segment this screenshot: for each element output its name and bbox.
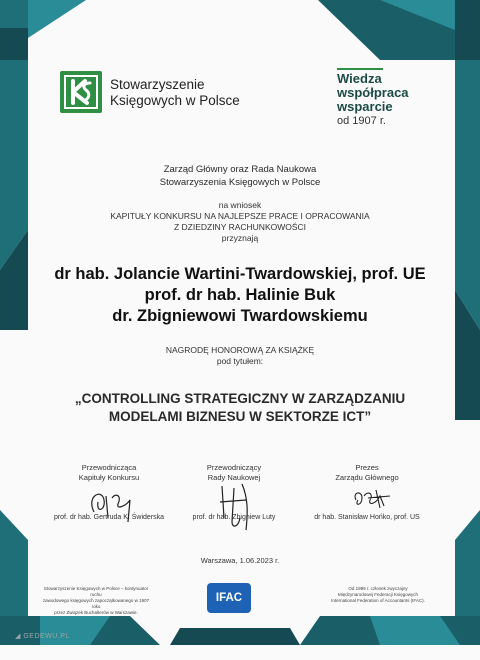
signatory-3-role: [292, 463, 442, 482]
gedewu-watermark: [15, 632, 70, 640]
footer-right-line2: Międzynarodowej Federacji Księgowych: [337, 592, 419, 597]
request-line1: KAPITUŁY KONKURSU NA NAJLEPSZE PRACE I OPRACOWANIA: [110, 211, 370, 221]
award-label: [0, 345, 480, 367]
gedewu-text: GEDEWU.PL: [23, 633, 70, 640]
footer-right-line3: International Federation of Accountants (IFAC).: [331, 598, 425, 603]
signature-2-drawing: [212, 478, 258, 534]
footer-membership-note: [318, 586, 438, 604]
org-name-line2: Księgowych w Polsce: [110, 93, 240, 108]
issue-date: Warszawa, 1.06.2023 r.: [200, 556, 280, 565]
granted-text: przyznają: [221, 233, 259, 243]
book-title: [0, 390, 480, 426]
award-line2: pod tytułem:: [216, 356, 264, 366]
org-name-line1: Stowarzyszenie: [110, 77, 205, 92]
footer-history-note: [40, 586, 152, 616]
signatory-2-name: prof. dr hab. Zbigniew Luty: [192, 514, 276, 521]
motto-line2: współpraca: [337, 85, 409, 100]
motto-line1: Wiedza: [337, 71, 382, 86]
recipient-names: [0, 264, 480, 327]
recipient-2: prof. dr hab. Halinie Buk: [144, 286, 336, 304]
awarding-bodies: [0, 163, 480, 189]
signatory-1-role2: Kapituły Konkursu: [78, 472, 140, 482]
recipient-3: dr. Zbigniewowi Twardowskiemu: [112, 307, 368, 325]
signatory-3-name: dr hab. Stanisław Hońko, prof. US: [314, 514, 420, 521]
request-line2: Z DZIEDZINY RACHUNKOWOŚCI: [173, 222, 307, 232]
footer-left-line1: Stowarzyszenie Księgowych w Polsce – kontynuator ruchu: [43, 586, 149, 597]
footer-right-line1: Od 1999 r. członek zwyczajny: [348, 586, 408, 591]
request-intro: na wniosek: [218, 200, 262, 210]
organization-name: [110, 77, 240, 109]
signature-3-drawing: [350, 486, 392, 510]
footer-left-line2: zawodowego księgowych zapoczątkowanego w 1907 roku: [42, 598, 150, 609]
intro-line2: Stowarzyszenia Księgowych w Polsce: [159, 177, 321, 188]
intro-line1: Zarząd Główny oraz Rada Naukowa: [163, 164, 317, 175]
gedewu-mark-icon: ◢: [15, 633, 24, 640]
signatory-2-role1: Przewodniczący: [206, 463, 262, 472]
ifac-logo: IFAC: [207, 583, 251, 613]
book-title-line2: MODELAMI BIZNESU W SEKTORZE ICT”: [108, 409, 372, 424]
signatory-2-role2: Rady Naukowej: [207, 472, 261, 482]
motto-since: od 1907 r.: [337, 115, 386, 127]
motto-line3: wsparcie: [337, 99, 393, 114]
signatory-3-role1: Prezes: [355, 463, 379, 472]
request-block: [0, 200, 480, 244]
recipient-1: dr hab. Jolancie Wartini-Twardowskiej, prof. UE: [54, 265, 426, 283]
sk-logo-icon: [60, 71, 102, 113]
book-title-line1: „CONTROLLING STRATEGICZNY W ZARZĄDZANIU: [74, 391, 406, 406]
motto-accent-bar: [337, 68, 383, 70]
signatory-1-name: prof. dr hab. Gertruda K. Świderska: [53, 514, 165, 521]
award-line1: NAGRODĘ HONOROWĄ ZA KSIĄŻKĘ: [165, 345, 315, 355]
ksk-logo: [60, 71, 102, 113]
motto-block: [337, 68, 447, 128]
footer-left-line3: przez Związek Buchalterów w Warszawie.: [54, 610, 138, 615]
signatory-3-role2: Zarządu Głównego: [335, 472, 399, 482]
signatory-1-role1: Przewodnicząca: [81, 463, 137, 472]
